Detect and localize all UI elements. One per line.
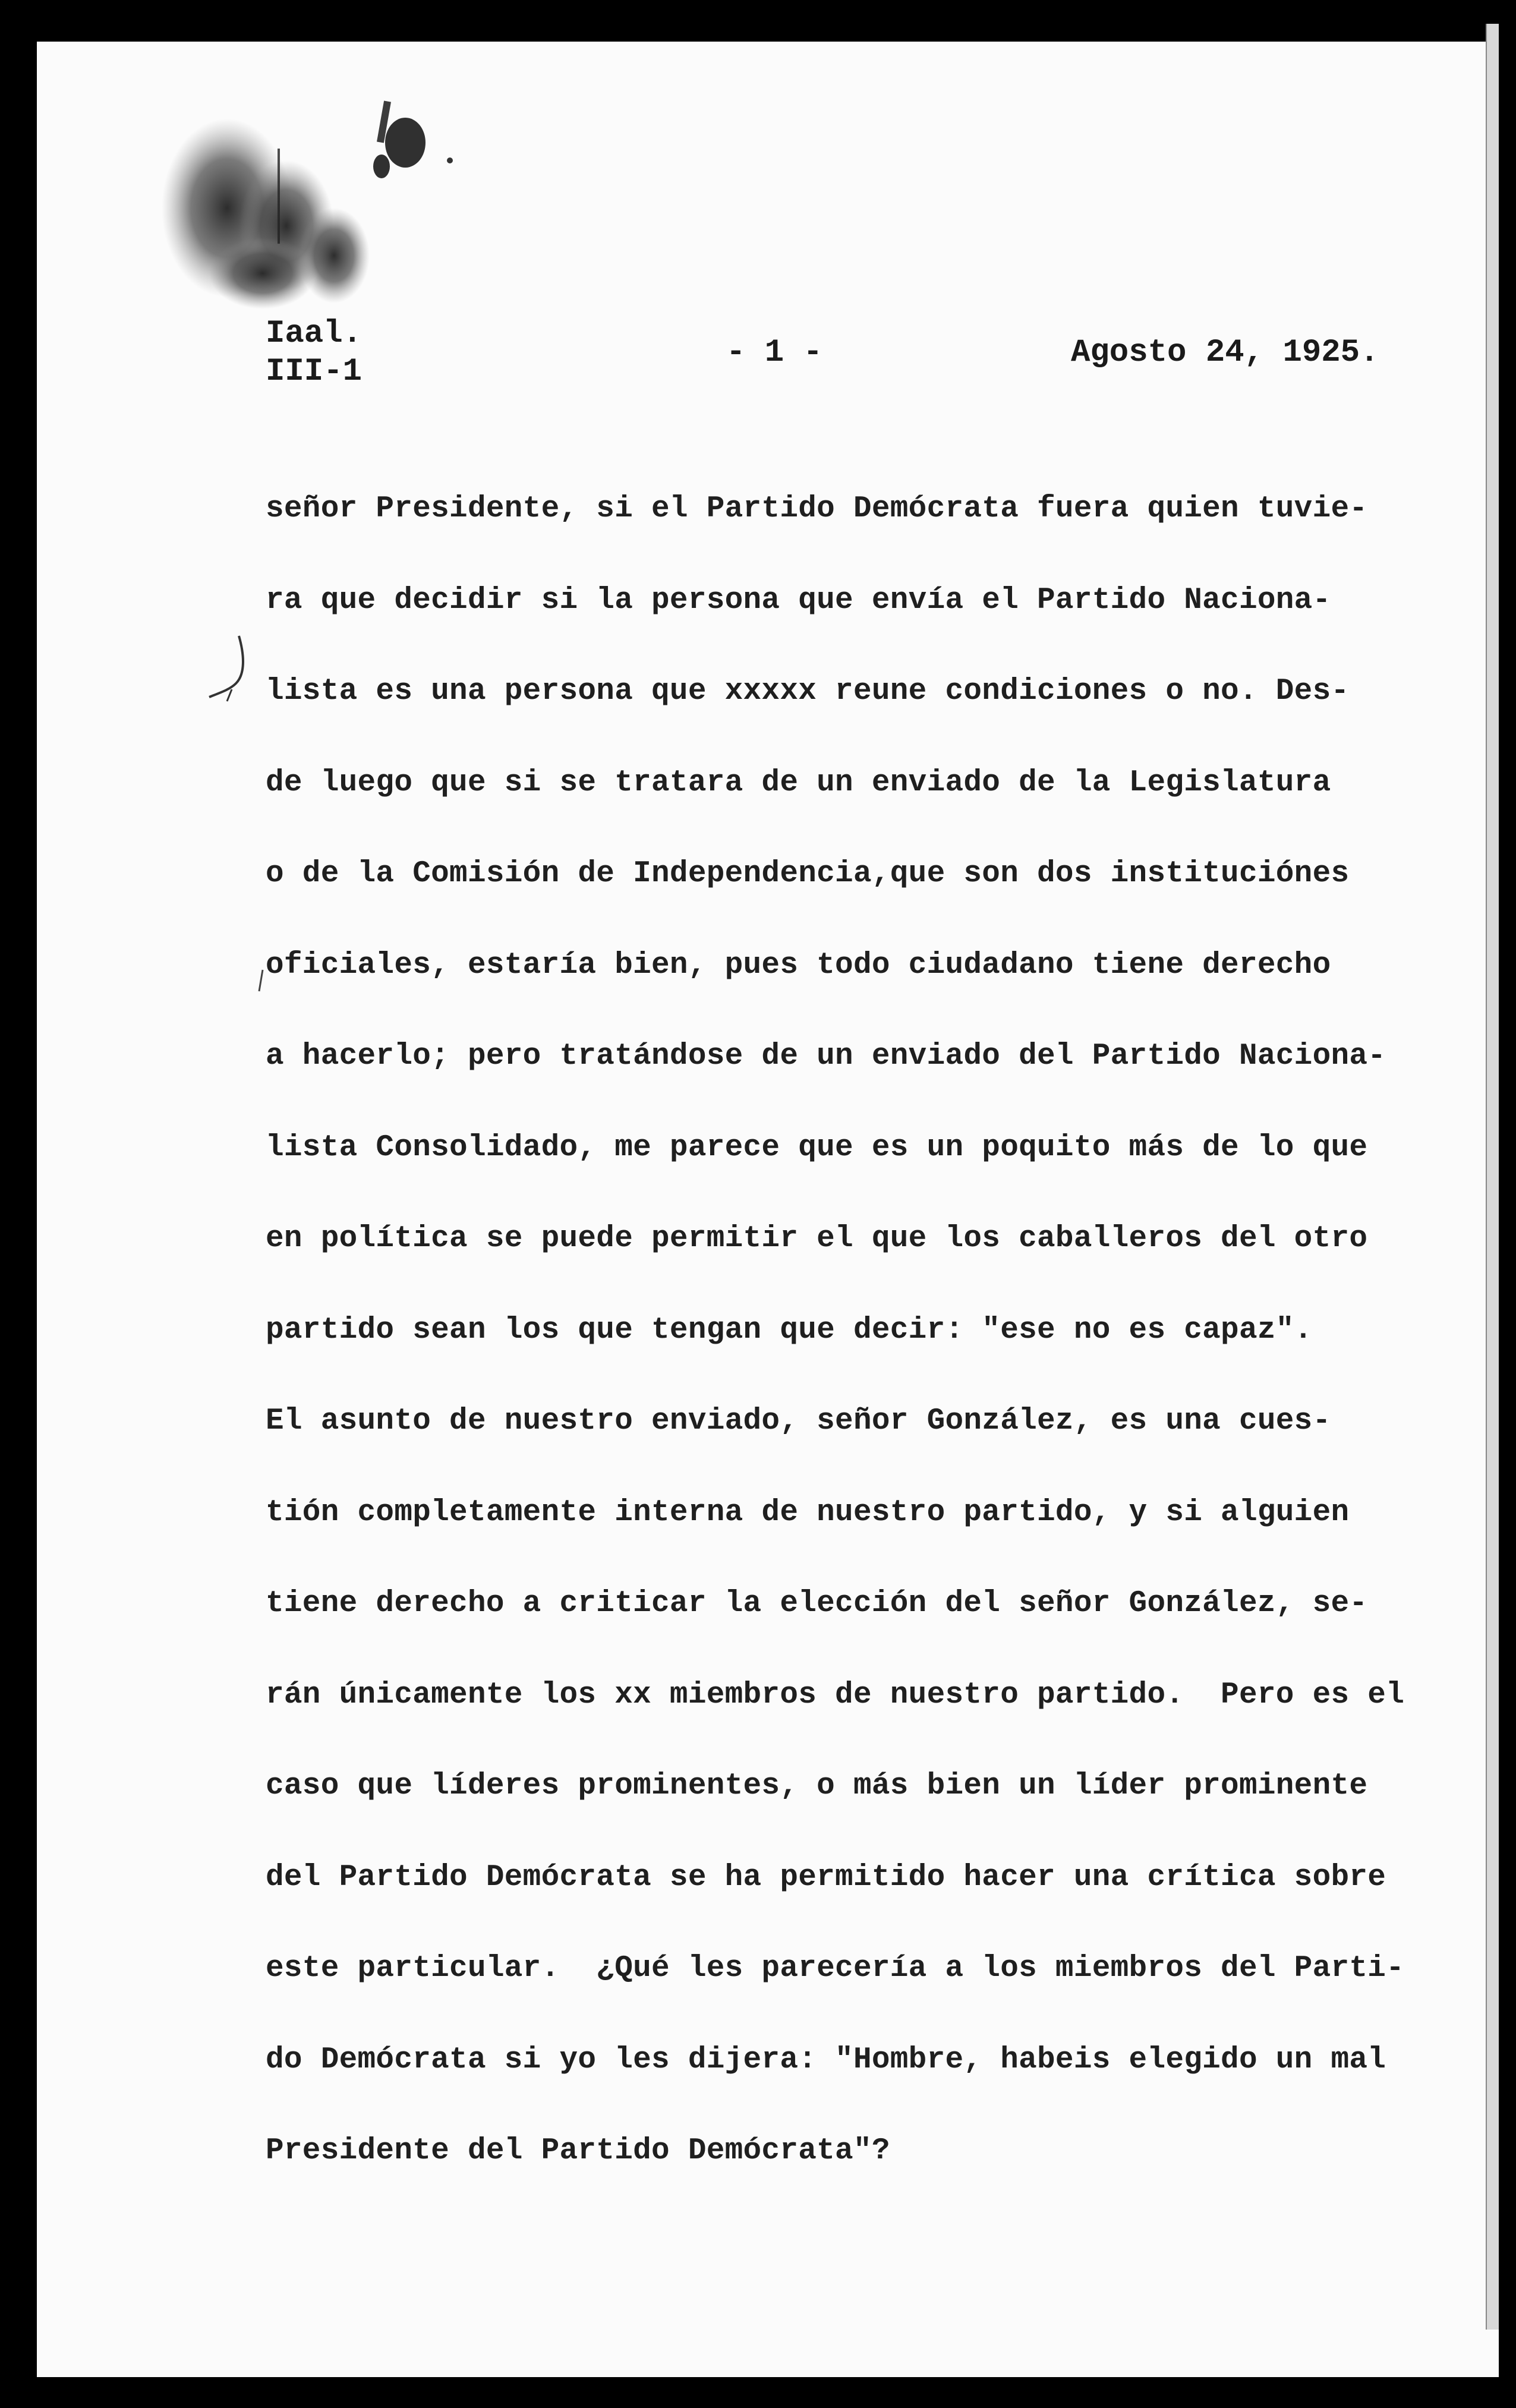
text-line: a hacerlo; pero tratándose de un enviado del Partido Naciona- xyxy=(266,1039,1386,1073)
text-line: lista es una persona que xxxxx reune condiciones o no. Des- xyxy=(266,675,1350,708)
page-header xyxy=(37,315,1499,404)
page-edge xyxy=(1486,24,1499,2330)
ref-code: Iaal. xyxy=(266,316,363,352)
text-line: do Demócrata si yo les dijera: "Hombre, habeis elegido un mal xyxy=(266,2043,1386,2077)
header-reference xyxy=(266,315,362,391)
text-line: rán únicamente los xx miembros de nuestro partido. Pero es el xyxy=(266,1678,1405,1712)
text-line: oficiales, estaría bien, pues todo ciudadano tiene derecho xyxy=(266,948,1331,982)
text-line: de luego que si se tratara de un enviado de la Legislatura xyxy=(266,765,1331,800)
text-line: caso que líderes prominentes, o más bien un líder prominente xyxy=(266,1769,1368,1803)
text-line: El asunto de nuestro enviado, señor González, es una cues- xyxy=(266,1404,1331,1438)
text-line: ra que decidir si la persona que envía el Partido Naciona- xyxy=(266,583,1331,617)
typed-body xyxy=(266,464,1448,2197)
margin-tick-icon xyxy=(257,969,265,992)
text-line: lista Consolidado, me parece que es un poquito más de lo que xyxy=(266,1130,1368,1165)
document-page xyxy=(37,42,1499,2377)
text-line: tión completamente interna de nuestro partido, y si alguien xyxy=(266,1495,1350,1530)
text-line: Presidente del Partido Demócrata"? xyxy=(266,2134,890,2168)
document-date: Agosto 24, 1925. xyxy=(1071,335,1379,371)
text-line: señor Presidente, si el Partido Demócrata fuera quien tuvie- xyxy=(266,492,1368,526)
text-line: este particular. ¿Qué les parecería a los miembros del Parti- xyxy=(266,1952,1405,1985)
text-line: del Partido Demócrata se ha permitido hacer una crítica sobre xyxy=(266,1860,1386,1895)
text-line: partido sean los que tengan que decir: "ese no es capaz". xyxy=(266,1313,1313,1347)
margin-pencil-mark-icon xyxy=(203,633,263,704)
text-line: tiene derecho a criticar la elección del señor González, se- xyxy=(266,1587,1368,1621)
page-number: - 1 - xyxy=(726,335,823,371)
text-line: o de la Comisión de Independencia,que son dos instituciónes xyxy=(266,857,1350,891)
text-line: en política se puede permitir el que los caballeros del otro xyxy=(266,1222,1368,1256)
section-code: III-1 xyxy=(266,354,363,390)
ink-stain-icon xyxy=(144,77,477,315)
